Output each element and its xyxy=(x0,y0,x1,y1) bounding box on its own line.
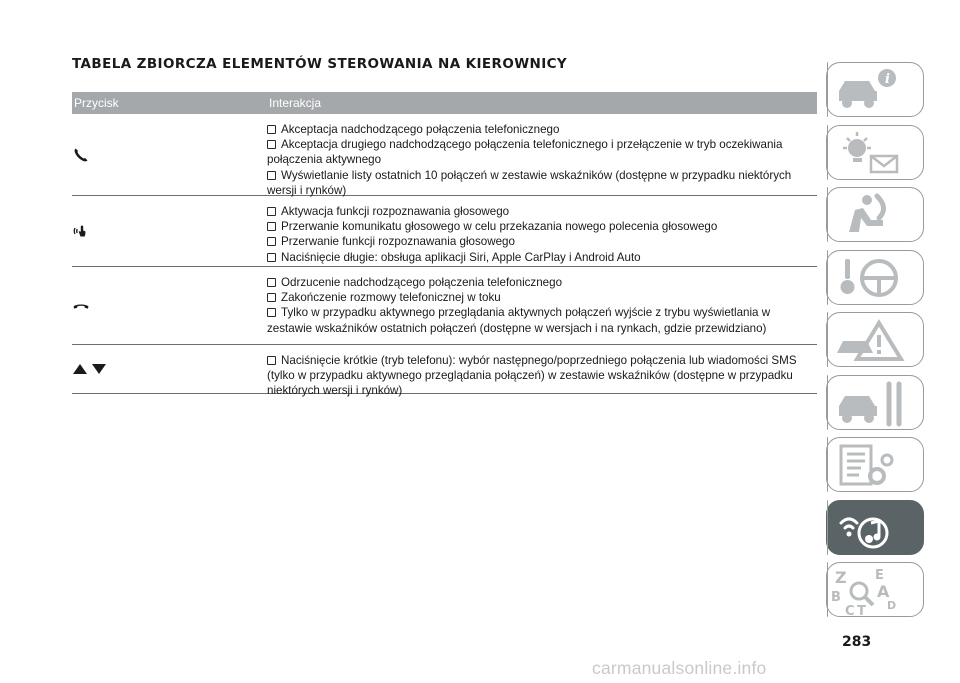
checkbox-bullet-icon xyxy=(267,308,276,317)
svg-text:B: B xyxy=(831,590,841,605)
checkbox-bullet-icon xyxy=(267,237,276,246)
up-down-arrows-icon xyxy=(72,363,108,375)
seat-airbag-icon xyxy=(827,188,925,243)
list-item: Naciśnięcie krótkie (tryb telefonu): wybór następnego/poprzedniego połączenia lub wiadomości SMS (tylko w przypadku aktywnego przeglądania połączeń) w zestawie wskaźników (dostępne w przypadku niektórych wersji i rynków) xyxy=(267,354,797,398)
svg-text:Z: Z xyxy=(835,568,847,587)
svg-text:A: A xyxy=(877,582,890,601)
car-maintenance-icon xyxy=(827,376,925,431)
table-row xyxy=(72,345,817,398)
list-item: Wyświetlanie listy ostatnich 10 połączeń w zestawie wskaźników (dostępne w przypadku niektórych wersji i rynków) xyxy=(267,168,792,197)
table-header xyxy=(72,92,817,114)
svg-text:E: E xyxy=(875,568,884,583)
page-number: 283 xyxy=(842,634,872,650)
tab-index[interactable] xyxy=(826,562,924,617)
checkbox-bullet-icon xyxy=(267,140,276,149)
svg-text:i: i xyxy=(885,72,890,87)
list-item: Akceptacja nadchodzącego połączenia telefonicznego xyxy=(267,122,817,137)
tab-car-info[interactable] xyxy=(826,62,924,117)
list-item: Przerwanie komunikatu głosowego w celu przekazania nowego polecenia głosowego xyxy=(267,219,817,234)
svg-text:D: D xyxy=(887,599,897,612)
checkbox-bullet-icon xyxy=(267,207,276,216)
list-item: Akceptacja drugiego nadchodzącego połączenia telefonicznego i przełączenie w tryb oczekiwania połączenia aktywnego xyxy=(267,138,783,167)
header-interaction: Interakcja xyxy=(269,96,322,110)
checkbox-bullet-icon xyxy=(267,171,276,180)
warning-lights-icon xyxy=(827,126,925,181)
emergency-triangle-icon xyxy=(827,313,925,368)
tab-multimedia[interactable] xyxy=(826,500,924,555)
list-item: Aktywacja funkcji rozpoznawania głosowego xyxy=(267,204,817,219)
checkbox-bullet-icon xyxy=(267,253,276,262)
hang-up-icon xyxy=(72,300,90,312)
table-row xyxy=(72,196,817,267)
table-row xyxy=(72,267,817,345)
controls-table xyxy=(72,92,817,398)
svg-text:T: T xyxy=(857,604,866,618)
voice-recognition-icon xyxy=(72,222,92,240)
tab-maintenance[interactable] xyxy=(826,375,924,430)
list-item: Naciśnięcie długie: obsługa aplikacji Siri, Apple CarPlay i Android Auto xyxy=(267,250,817,265)
tab-warning-lights[interactable] xyxy=(826,125,924,180)
list-item: Odrzucenie nadchodzącego połączenia telefonicznego xyxy=(267,275,817,290)
list-item: Tylko w przypadku aktywnego przeglądania aktywnych połączeń wyjście z trybu wyświetlania w zestawie wskaźników ostatnich połączeń (dostępne w wersjach i na rynkach, gdzie przewidziano) xyxy=(267,306,771,335)
multimedia-icon xyxy=(827,501,925,556)
header-button: Przycisk xyxy=(74,96,119,110)
svg-text:C: C xyxy=(845,604,855,618)
page-title: TABELA ZBIORCZA ELEMENTÓW STEROWANIA NA KIEROWNICY xyxy=(72,56,568,72)
tab-seat-airbag[interactable] xyxy=(826,187,924,242)
checkbox-bullet-icon xyxy=(267,125,276,134)
list-item: Zakończenie rozmowy telefonicznej w toku xyxy=(267,290,817,305)
tab-steering-key[interactable] xyxy=(826,250,924,305)
technical-data-icon xyxy=(827,438,925,493)
car-info-icon xyxy=(827,63,925,118)
list-item: Przerwanie funkcji rozpoznawania głosowego xyxy=(267,234,817,249)
table-row xyxy=(72,114,817,196)
steering-key-icon xyxy=(827,251,925,306)
chapter-tabs xyxy=(826,62,929,625)
watermark: carmanualsonline.info xyxy=(592,658,767,678)
phone-icon xyxy=(72,146,90,164)
tab-technical-data[interactable] xyxy=(826,437,924,492)
checkbox-bullet-icon xyxy=(267,293,276,302)
tab-emergency[interactable] xyxy=(826,312,924,367)
checkbox-bullet-icon xyxy=(267,356,276,365)
alphabetical-index-icon xyxy=(827,563,925,618)
checkbox-bullet-icon xyxy=(267,222,276,231)
checkbox-bullet-icon xyxy=(267,278,276,287)
